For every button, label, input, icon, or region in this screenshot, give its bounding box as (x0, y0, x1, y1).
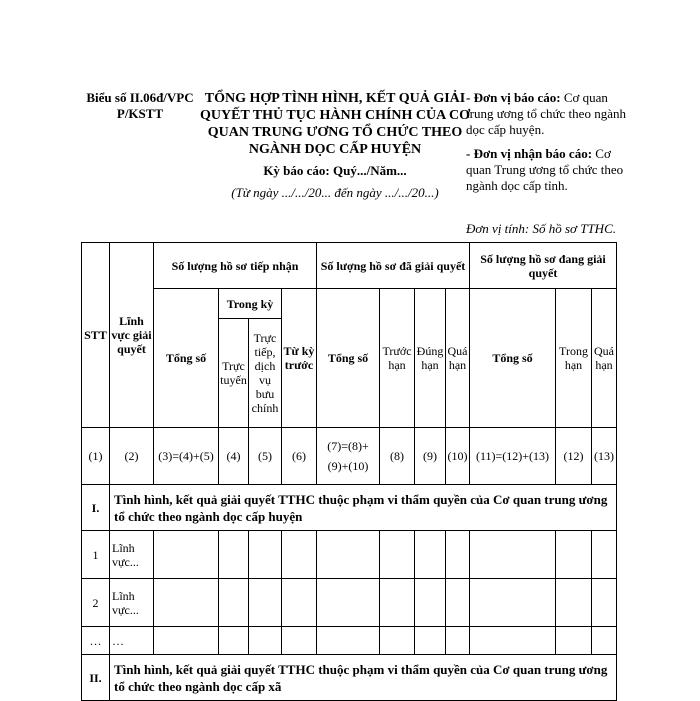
index-cell: (1) (82, 428, 110, 485)
section-title: Tình hình, kết quả giải quyết TTHC thuộc phạm vi thẩm quyền của Cơ quan trung ương tổ chức theo ngành dọc cấp xã (110, 655, 617, 701)
col-stt-header: STT (82, 243, 110, 428)
resolved-overdue-header: Quá hạn (446, 289, 470, 428)
pending-group-header: Số lượng hồ sơ đang giải quyết (470, 243, 617, 289)
received-group-header: Số lượng hồ sơ tiếp nhận (154, 243, 317, 289)
data-cell[interactable] (282, 531, 317, 579)
report-date-range: (Từ ngày .../.../20... đến ngày .../.../20...) (231, 185, 439, 200)
data-cell[interactable] (380, 531, 415, 579)
resolved-early-header: Trước hạn (380, 289, 415, 428)
data-cell[interactable] (154, 627, 219, 655)
table-row (82, 579, 617, 627)
receiving-unit (466, 146, 626, 194)
col-field-header: Lĩnh vực giải quyết (110, 243, 154, 428)
table-row (82, 531, 617, 579)
row-stt: 2 (82, 579, 110, 627)
data-cell[interactable] (556, 579, 592, 627)
data-cell[interactable] (592, 627, 617, 655)
index-cell: (10) (446, 428, 470, 485)
data-cell[interactable] (380, 627, 415, 655)
data-cell[interactable] (415, 627, 446, 655)
index-cell: (9) (415, 428, 446, 485)
row-field: … (110, 627, 154, 655)
row-stt: 1 (82, 531, 110, 579)
title-block (200, 90, 470, 201)
direct-postal-header: Trực tiếp, dịch vụ bưu chính (249, 319, 282, 428)
resolved-total-header: Tổng số (317, 289, 380, 428)
index-cell: (2) (110, 428, 154, 485)
row-field: Lĩnh vực... (110, 531, 154, 579)
resolved-group-header: Số lượng hồ sơ đã giải quyết (317, 243, 470, 289)
data-cell[interactable] (446, 531, 470, 579)
section-number: II. (82, 655, 110, 701)
data-cell[interactable] (592, 579, 617, 627)
index-cell: (4) (219, 428, 249, 485)
data-cell[interactable] (249, 531, 282, 579)
data-cell[interactable] (470, 531, 556, 579)
index-cell: (12) (556, 428, 592, 485)
unit-note: Đơn vị tính: Số hồ sơ TTHC. (465, 221, 616, 236)
data-cell[interactable] (415, 531, 446, 579)
reporting-unit (466, 90, 626, 138)
data-cell[interactable] (219, 579, 249, 627)
data-cell[interactable] (154, 531, 219, 579)
pending-total-header: Tổng số (470, 289, 556, 428)
data-cell[interactable] (592, 531, 617, 579)
data-cell[interactable] (317, 579, 380, 627)
index-cell: (5) (249, 428, 282, 485)
data-cell[interactable] (556, 627, 592, 655)
data-cell[interactable] (219, 531, 249, 579)
index-cell: (3)=(4)+(5) (154, 428, 219, 485)
row-stt: … (82, 627, 110, 655)
receiving-unit-value: Cơ quan Trung ương tổ chức theo ngành dọc cấp tỉnh. (466, 146, 624, 193)
data-cell[interactable] (446, 627, 470, 655)
data-cell[interactable] (249, 627, 282, 655)
data-cell[interactable] (446, 579, 470, 627)
data-cell[interactable] (380, 579, 415, 627)
data-cell[interactable] (470, 579, 556, 627)
data-cell[interactable] (470, 627, 556, 655)
form-code: Biểu số II.06đ/VPCP/KSTT (86, 90, 194, 121)
unit-info (466, 90, 626, 194)
index-cell: (11)=(12)+(13) (470, 428, 556, 485)
row-field: Lĩnh vực... (110, 579, 154, 627)
index-row (82, 428, 617, 485)
from-prev-header: Từ kỳ trước (282, 289, 317, 428)
header-row-2 (82, 289, 617, 319)
reporting-unit-value: Cơ quan trung ương tổ chức theo ngành dọc cấp huyện. (466, 90, 626, 137)
data-cell[interactable] (249, 579, 282, 627)
data-cell[interactable] (317, 531, 380, 579)
data-cell[interactable] (282, 627, 317, 655)
reporting-unit-label: - Đơn vị báo cáo: (466, 90, 561, 105)
data-cell[interactable] (415, 579, 446, 627)
resolved-ontime-header: Đúng hạn (415, 289, 446, 428)
index-cell: (8) (380, 428, 415, 485)
online-header: Trực tuyến (219, 319, 249, 428)
table-row (82, 627, 617, 655)
received-total-header: Tổng số (154, 289, 219, 428)
in-period-header: Trong kỳ (219, 289, 282, 319)
section-row (82, 485, 617, 531)
report-period: Kỳ báo cáo: Quý.../Năm... (263, 163, 407, 178)
section-row (82, 655, 617, 701)
index-cell: (13) (592, 428, 617, 485)
index-cell: (7)=(8)+(9)+(10) (317, 428, 380, 485)
report-table (81, 242, 617, 701)
pending-overdue-header: Quá hạn (592, 289, 617, 428)
header-row-1 (82, 243, 617, 289)
section-number: I. (82, 485, 110, 531)
data-cell[interactable] (219, 627, 249, 655)
data-cell[interactable] (154, 579, 219, 627)
section-title: Tình hình, kết quả giải quyết TTHC thuộc phạm vi thẩm quyền của Cơ quan trung ương tổ chức theo ngành dọc cấp huyện (110, 485, 617, 531)
report-title: TỔNG HỢP TÌNH HÌNH, KẾT QUẢ GIẢI QUYẾT THỦ TỤC HÀNH CHÍNH CỦA CƠ QUAN TRUNG ƯƠNG TỔ CHỨC THEO NGÀNH DỌC CẤP HUYỆN (200, 91, 470, 157)
pending-within-header: Trong hạn (556, 289, 592, 428)
data-cell[interactable] (556, 531, 592, 579)
index-cell: (6) (282, 428, 317, 485)
data-cell[interactable] (317, 627, 380, 655)
receiving-unit-label: - Đơn vị nhận báo cáo: (466, 146, 593, 161)
data-cell[interactable] (282, 579, 317, 627)
